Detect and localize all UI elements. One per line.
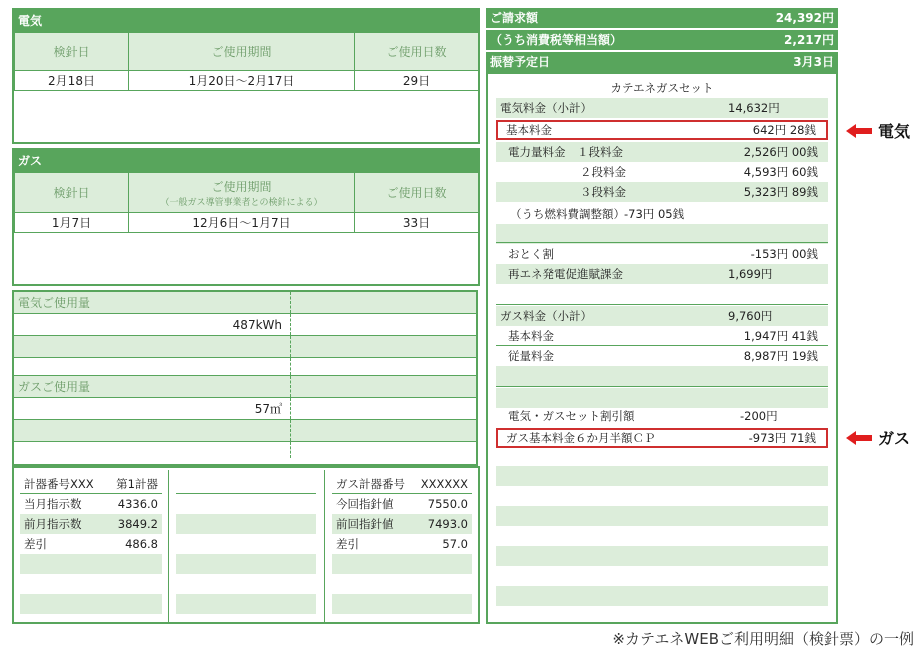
- bill-row-label: 電気・ガスセット割引額: [508, 409, 635, 423]
- meter-row-value: 7493.0: [427, 517, 468, 531]
- electric-usage-label-row: [14, 292, 476, 314]
- gas-usage-label: ガスご使用量: [18, 380, 91, 394]
- reading-date-header: 検針日: [15, 173, 129, 213]
- gas-reading-table: [14, 172, 479, 233]
- usage-days-value: 33日: [355, 213, 479, 233]
- usage-period-note: （一般ガス導管事業者との検針による）: [160, 197, 323, 208]
- bill-row-label: （うち燃料費調整額）: [510, 207, 625, 221]
- reading-date-header: 検針日: [15, 33, 129, 71]
- bill-tax-value: 2,217円: [784, 33, 834, 47]
- usage-period-header: ご使用期間: [129, 33, 355, 71]
- usage-period-header-text: ご使用期間: [211, 179, 272, 194]
- bill-divider: [496, 386, 828, 387]
- bill-row-label: おとく割: [508, 247, 554, 261]
- gas-usage-value: 57㎥: [254, 402, 282, 416]
- bill-row-label: ガス料金（小計）: [500, 309, 592, 323]
- meter-blank-row: [176, 494, 316, 514]
- bill-row-renewable: [496, 264, 828, 284]
- bill-row-value: -973円 71銭: [748, 431, 816, 445]
- usage-blank-row: [14, 420, 476, 442]
- meter-blank-row: [20, 554, 162, 574]
- gas-reading-section: [12, 148, 480, 286]
- meter-row-label: 今回指針値: [336, 497, 394, 511]
- gas-meter-number: XXXXXX: [420, 477, 468, 491]
- bill-row-value: 1,947円 41銭: [743, 329, 818, 343]
- electric-meter-row: [20, 534, 162, 554]
- bill-total-value: 24,392円: [775, 11, 834, 25]
- usage-blank-row: [14, 442, 476, 458]
- meter-blank-row: [20, 594, 162, 614]
- middle-meter-panel: [176, 470, 316, 624]
- bill-transfer-value: 3月3日: [793, 55, 834, 69]
- electric-meter-header: [20, 474, 162, 494]
- bill-detail-panel: [486, 72, 838, 624]
- gas-usage-block: [14, 376, 476, 458]
- bill-row-label: 電気料金（小計）: [500, 101, 592, 115]
- gas-callout-label: ガス: [878, 429, 911, 448]
- electric-callout: [846, 119, 910, 142]
- gas-usage-label-row: [14, 376, 476, 398]
- gas-meter-header: [332, 474, 472, 494]
- meter-divider: [324, 470, 325, 624]
- usage-days-header: ご使用日数: [355, 173, 479, 213]
- bill-row-value: 2,526円 00銭: [743, 145, 818, 159]
- gas-callout: [846, 426, 910, 449]
- gas-section-title: ガス: [14, 150, 478, 172]
- bill-blank-row: [496, 566, 828, 586]
- meter-blank-row: [332, 554, 472, 574]
- bill-row-label: 従量料金: [508, 349, 554, 363]
- footnote-caption: ※カテエネWEBご利用明細（検針票）の一例: [612, 630, 914, 648]
- meter-row-value: 4336.0: [117, 497, 158, 511]
- usage-blank-row: [14, 358, 476, 376]
- bill-tax-label: （うち消費税等相当額）: [490, 33, 623, 47]
- bill-row-electric-subtotal: [496, 98, 828, 118]
- meter-blank-row: [176, 514, 316, 534]
- bill-blank-row: [496, 586, 828, 606]
- bill-row-usage-tier3: [496, 182, 828, 202]
- gas-meter-row: [332, 514, 472, 534]
- meter-row-label: 差引: [336, 537, 359, 551]
- bill-divider: [496, 304, 828, 305]
- meter-row-label: 当月指示数: [24, 497, 82, 511]
- bill-blank-row: [496, 366, 828, 386]
- usage-section: [12, 290, 478, 466]
- meter-divider: [168, 470, 169, 624]
- meter-blank-row: [332, 594, 472, 614]
- bill-row-electric-base: [496, 120, 828, 140]
- usage-period-value: 1月20日～2月17日: [129, 71, 355, 91]
- bill-row-value: 5,323円 89銭: [743, 185, 818, 199]
- usage-days-header: ご使用日数: [355, 33, 479, 71]
- electric-usage-label: 電気ご使用量: [18, 296, 91, 310]
- gas-meter-row: [332, 534, 472, 554]
- bill-row-label: 基本料金: [506, 123, 552, 137]
- bill-row-value: 14,632円: [728, 101, 780, 115]
- bill-row-otoku: [496, 244, 828, 264]
- bill-row-usage-tier1: [496, 142, 828, 162]
- bill-row-value: 4,593円 60銭: [743, 165, 818, 179]
- meter-blank-row: [20, 574, 162, 594]
- bill-row-gas-usage-fee: [496, 346, 828, 366]
- electric-usage-value-row: [14, 314, 476, 336]
- meter-blank-row: [176, 534, 316, 554]
- meter-row-value: 486.8: [125, 537, 158, 551]
- plan-name: カテエネガスセット: [610, 81, 714, 95]
- bill-blank-row: [496, 388, 828, 408]
- left-arrow-icon: [846, 124, 872, 138]
- usage-period-value: 12月6日～1月7日: [129, 213, 355, 233]
- bill-row-value: 642円 28銭: [752, 123, 816, 137]
- bill-row-value: -153円 00銭: [750, 247, 818, 261]
- meter-row-label: 前月指示数: [24, 517, 82, 531]
- bill-row-value: 8,987円 19銭: [743, 349, 818, 363]
- bill-row-value: 9,760円: [728, 309, 773, 323]
- bill-row-fuel-adjust: [496, 204, 828, 224]
- electric-meter-number: 計器番号XXX: [24, 477, 94, 491]
- bill-total-label: ご請求額: [490, 11, 539, 25]
- bill-row-value: -73円 05銭: [624, 207, 685, 221]
- bill-blank-row: [496, 224, 828, 244]
- electric-usage-value: 487kWh: [232, 318, 282, 332]
- electric-reading-section: [12, 8, 480, 144]
- meter-row-label: 前回指針値: [336, 517, 394, 531]
- electric-meter-row: [20, 514, 162, 534]
- electric-usage-block: [14, 292, 476, 376]
- meter-row-label: 差引: [24, 537, 47, 551]
- usage-period-header: [129, 173, 355, 213]
- meter-blank-row: [332, 574, 472, 594]
- bill-blank-row: [496, 486, 828, 506]
- bill-blank-row: [496, 284, 828, 304]
- reading-date-value: 1月7日: [15, 213, 129, 233]
- electric-meter-panel: [20, 470, 162, 624]
- bill-blank-row: [496, 526, 828, 546]
- electric-meter-row: [20, 494, 162, 514]
- reading-date-value: 2月18日: [15, 71, 129, 91]
- bill-row-label: 電力量料金 １段料金: [508, 145, 623, 159]
- bill-row-value: 1,699円: [728, 267, 773, 281]
- meter-row-value: 57.0: [442, 537, 468, 551]
- gas-usage-value-row: [14, 398, 476, 420]
- meter-blank-row: [176, 574, 316, 594]
- bill-tax-row: [486, 30, 838, 50]
- usage-days-value: 29日: [355, 71, 479, 91]
- meter-blank-row: [176, 554, 316, 574]
- bill-row-label: ガス基本料金６か月半額ＣＰ: [506, 431, 656, 445]
- bill-total-row: [486, 8, 838, 28]
- electric-section-title: 電気: [14, 10, 478, 32]
- middle-meter-header: [176, 474, 316, 494]
- bill-row-label: ３段料金: [580, 185, 626, 199]
- electric-callout-label: 電気: [878, 122, 911, 141]
- bill-row-gas-base: [496, 326, 828, 346]
- bill-blank-row: [496, 466, 828, 486]
- bill-row-label: 基本料金: [508, 329, 554, 343]
- bill-row-set-discount: [496, 406, 828, 426]
- meter-row-value: 3849.2: [117, 517, 158, 531]
- bill-row-label: 再エネ発電促進賦課金: [508, 267, 623, 281]
- bill-row-gas-campaign: [496, 428, 828, 448]
- bill-row-label: ２段料金: [580, 165, 626, 179]
- electric-reading-table: [14, 32, 479, 91]
- bill-blank-row: [496, 506, 828, 526]
- meter-row-value: 7550.0: [427, 497, 468, 511]
- bill-blank-row: [496, 546, 828, 566]
- bill-transfer-row: [486, 52, 838, 72]
- bill-row-value: -200円: [740, 409, 778, 423]
- electric-meter-index: 第1計器: [116, 477, 158, 491]
- left-arrow-icon: [846, 431, 872, 445]
- gas-meter-number-label: ガス計器番号: [336, 477, 405, 491]
- bill-row-gas-subtotal: [496, 306, 828, 326]
- gas-meter-panel: [332, 470, 472, 624]
- gas-meter-row: [332, 494, 472, 514]
- bill-divider: [496, 242, 828, 243]
- bill-transfer-label: 振替予定日: [490, 55, 551, 69]
- usage-blank-row: [14, 336, 476, 358]
- bill-row-usage-tier2: [496, 162, 828, 182]
- meter-blank-row: [176, 594, 316, 614]
